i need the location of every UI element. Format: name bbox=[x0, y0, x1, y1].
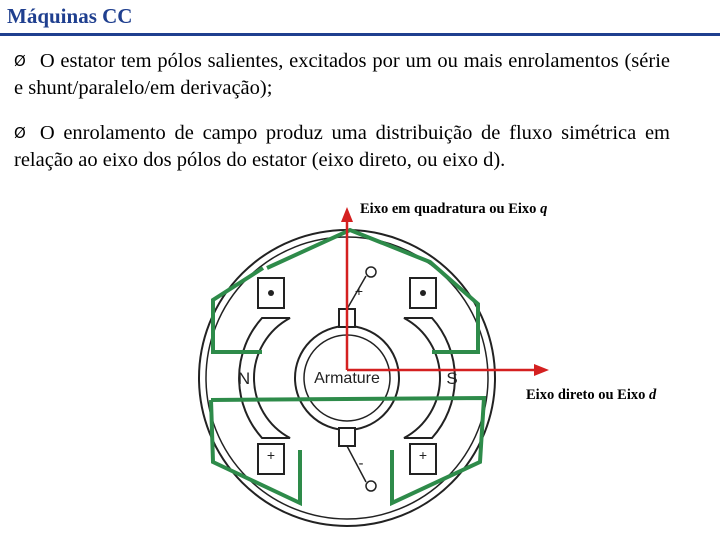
bottom-brush bbox=[339, 428, 355, 446]
q-axis-label: Eixo em quadratura ou Eixo q bbox=[360, 201, 548, 217]
bottom-terminal bbox=[366, 481, 376, 491]
d-axis-arrowhead bbox=[534, 364, 549, 376]
top-brush-plus: + bbox=[354, 283, 364, 299]
armature-label: Armature bbox=[314, 370, 380, 387]
bottom-brush-minus: - bbox=[358, 455, 364, 472]
pole-n-label: N bbox=[237, 369, 251, 388]
field-plus-left: + bbox=[266, 447, 276, 463]
field-plus-right: + bbox=[418, 447, 428, 463]
bullet-text: O enrolamento de campo produz uma distribuição de fluxo simétrica em relação ao eixo dos pólos do estator (eixo direto, ou eixo d). bbox=[14, 122, 670, 171]
bullet-arrow-icon: Ø bbox=[14, 124, 26, 142]
terminal-dot bbox=[420, 290, 426, 296]
pole-s-label: S bbox=[446, 369, 458, 388]
terminal-dot bbox=[268, 290, 274, 296]
bullet-arrow-icon: Ø bbox=[14, 52, 26, 70]
d-axis-label: Eixo direto ou Eixo d bbox=[526, 387, 657, 403]
slide-title: Máquinas CC bbox=[7, 4, 133, 28]
top-terminal bbox=[366, 267, 376, 277]
q-axis-arrowhead bbox=[341, 207, 353, 222]
bullet-text: O estator tem pólos salientes, excitados por um ou mais enrolamentos (série e shunt/paralelo/em derivação); bbox=[14, 50, 670, 99]
